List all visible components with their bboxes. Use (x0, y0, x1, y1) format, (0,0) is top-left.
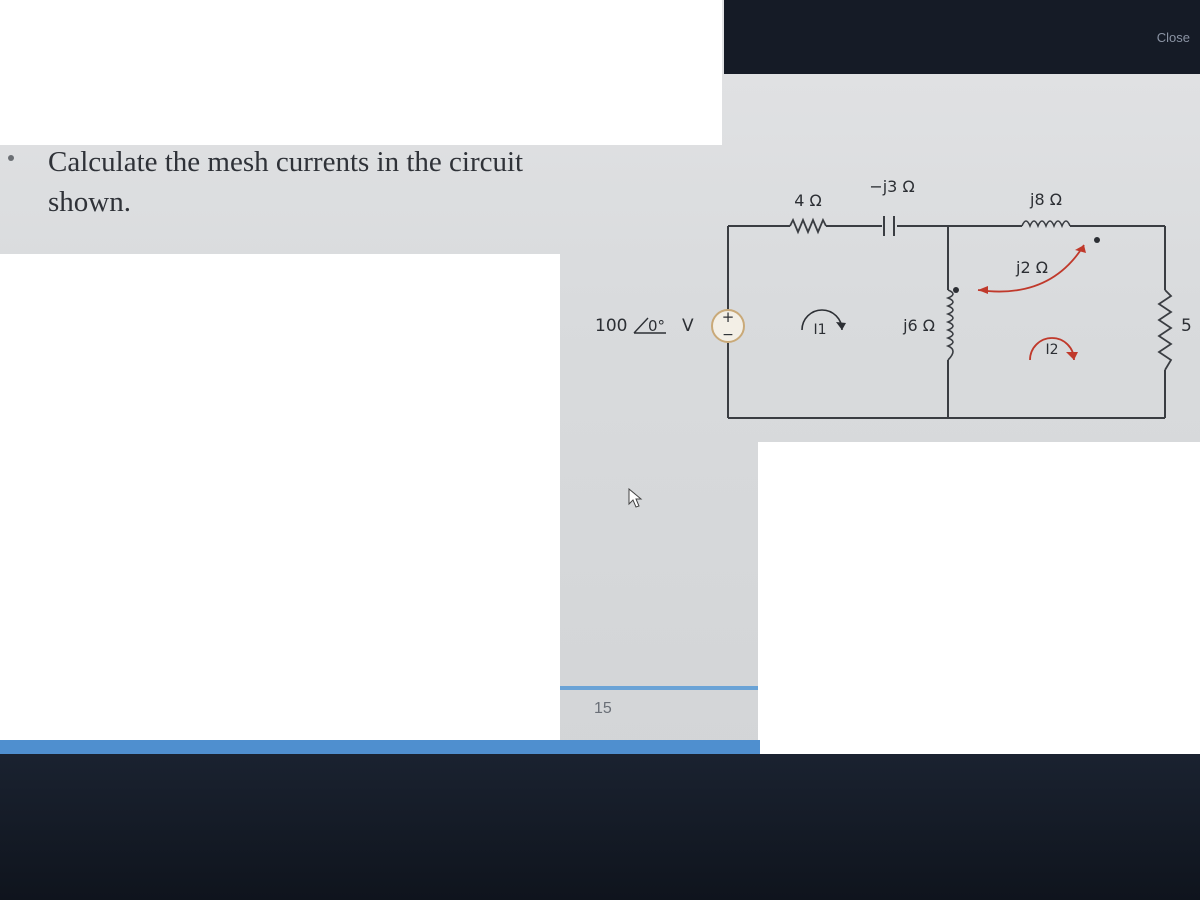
resistor-4ohm-icon (790, 220, 826, 232)
close-button[interactable]: Close (1156, 30, 1190, 45)
source-unit: V (682, 316, 694, 336)
redaction-panel-left (0, 254, 560, 740)
source-magnitude: 100 (595, 316, 628, 336)
source-angle: 0° (648, 317, 666, 335)
svg-text:−: − (722, 327, 734, 343)
inductor-j8-label: j8 Ω (1030, 190, 1062, 209)
redaction-panel-right (758, 442, 1200, 785)
resistor-5ohm-icon (1159, 290, 1171, 370)
desk-background (0, 754, 1200, 900)
dot-marker-icon (1094, 237, 1100, 243)
inductor-j6-icon (948, 290, 953, 360)
mesh-current-i2-label: I2 (1045, 342, 1059, 358)
svg-text:+: + (721, 308, 735, 326)
slide-page-number: 15 (594, 700, 612, 717)
resistor-4ohm-label: 4 Ω (794, 191, 822, 210)
slide-footer-band (0, 740, 760, 754)
mouse-cursor-icon (628, 488, 644, 510)
mutual-inductance-label: j2 Ω (1016, 258, 1048, 277)
mesh-current-i1-label: I1 (813, 322, 827, 338)
inductor-j8-icon (1022, 221, 1070, 226)
capacitor-label: −j3 Ω (869, 177, 915, 196)
resistor-5ohm-label: 5 (1181, 316, 1192, 336)
dot-marker-icon (953, 287, 959, 293)
inductor-j6-label: j6 Ω (903, 316, 935, 335)
voltage-source-icon (712, 308, 744, 343)
slide-divider-line (560, 686, 758, 690)
capacitor-icon (884, 216, 894, 236)
question-text: Calculate the mesh currents in the circuit shown. (48, 146, 524, 218)
